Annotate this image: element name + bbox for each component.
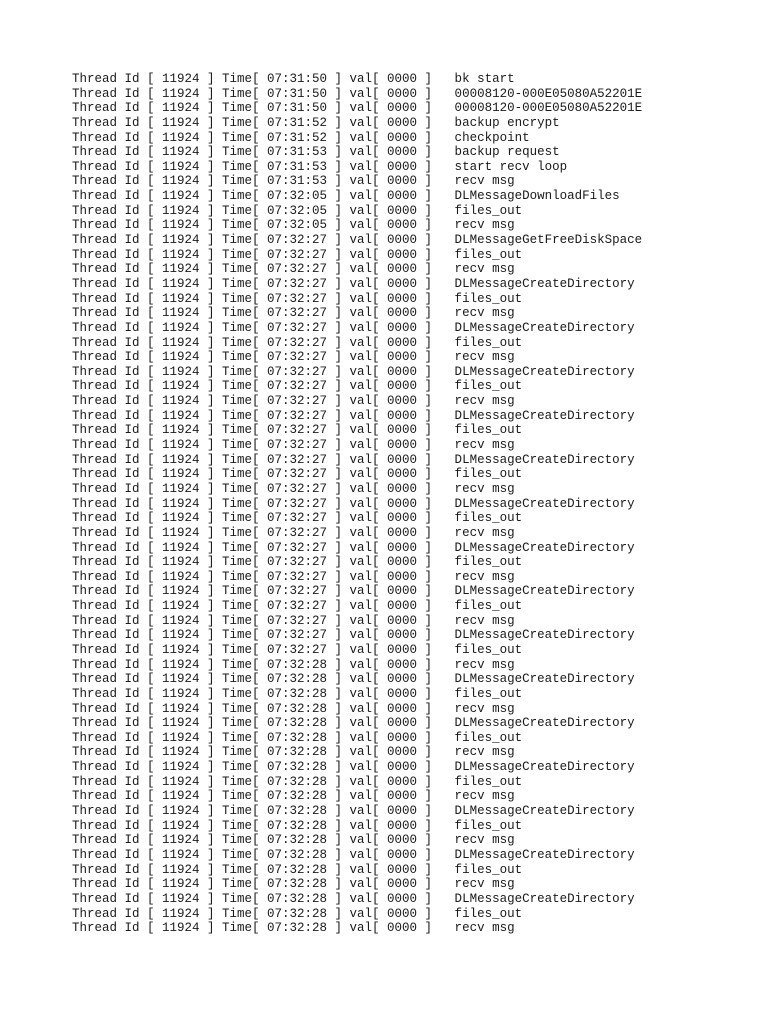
log-line: Thread Id [ 11924 ] Time[ 07:31:53 ] val[ 0000 ] start recv loop (72, 159, 568, 174)
log-line: Thread Id [ 11924 ] Time[ 07:32:27 ] val[ 0000 ] files_out (72, 423, 523, 438)
log-line: Thread Id [ 11924 ] Time[ 07:32:27 ] val[ 0000 ] DLMessageCreateDirectory (72, 540, 635, 555)
log-line: Thread Id [ 11924 ] Time[ 07:32:28 ] val[ 0000 ] DLMessageCreateDirectory (72, 716, 635, 731)
log-line: Thread Id [ 11924 ] Time[ 07:32:28 ] val[ 0000 ] recv msg (72, 657, 515, 672)
log-line: Thread Id [ 11924 ] Time[ 07:32:28 ] val[ 0000 ] DLMessageCreateDirectory (72, 672, 635, 687)
log-line: Thread Id [ 11924 ] Time[ 07:32:05 ] val[ 0000 ] files_out (72, 203, 523, 218)
log-line: Thread Id [ 11924 ] Time[ 07:32:27 ] val[ 0000 ] DLMessageGetFreeDiskSpace (72, 233, 643, 248)
log-line: Thread Id [ 11924 ] Time[ 07:32:28 ] val[ 0000 ] recv msg (72, 789, 515, 804)
log-line: Thread Id [ 11924 ] Time[ 07:32:05 ] val[ 0000 ] DLMessageDownloadFiles (72, 189, 620, 204)
log-line: Thread Id [ 11924 ] Time[ 07:32:27 ] val[ 0000 ] files_out (72, 642, 523, 657)
log-line: Thread Id [ 11924 ] Time[ 07:32:27 ] val[ 0000 ] DLMessageCreateDirectory (72, 276, 635, 291)
log-line: Thread Id [ 11924 ] Time[ 07:32:28 ] val[ 0000 ] files_out (72, 686, 523, 701)
log-line: Thread Id [ 11924 ] Time[ 07:31:53 ] val[ 0000 ] backup request (72, 145, 560, 160)
log-line: Thread Id [ 11924 ] Time[ 07:32:28 ] val[ 0000 ] recv msg (72, 745, 515, 760)
log-line: Thread Id [ 11924 ] Time[ 07:32:27 ] val[ 0000 ] recv msg (72, 481, 515, 496)
log-line: Thread Id [ 11924 ] Time[ 07:32:27 ] val[ 0000 ] DLMessageCreateDirectory (72, 496, 635, 511)
log-line: Thread Id [ 11924 ] Time[ 07:32:27 ] val[ 0000 ] recv msg (72, 350, 515, 365)
log-line: Thread Id [ 11924 ] Time[ 07:32:05 ] val[ 0000 ] recv msg (72, 218, 515, 233)
log-line: Thread Id [ 11924 ] Time[ 07:32:28 ] val[ 0000 ] DLMessageCreateDirectory (72, 847, 635, 862)
log-line: Thread Id [ 11924 ] Time[ 07:32:27 ] val[ 0000 ] DLMessageCreateDirectory (72, 584, 635, 599)
log-line: Thread Id [ 11924 ] Time[ 07:31:50 ] val[ 0000 ] 00008120-000E05080A52201E (72, 86, 643, 101)
log-line: Thread Id [ 11924 ] Time[ 07:32:28 ] val[ 0000 ] files_out (72, 862, 523, 877)
log-line: Thread Id [ 11924 ] Time[ 07:32:28 ] val[ 0000 ] DLMessageCreateDirectory (72, 804, 635, 819)
log-line: Thread Id [ 11924 ] Time[ 07:32:27 ] val[ 0000 ] files_out (72, 291, 523, 306)
log-line: Thread Id [ 11924 ] Time[ 07:32:27 ] val[ 0000 ] files_out (72, 599, 523, 614)
log-line: Thread Id [ 11924 ] Time[ 07:32:28 ] val[ 0000 ] DLMessageCreateDirectory (72, 891, 635, 906)
log-line: Thread Id [ 11924 ] Time[ 07:32:27 ] val[ 0000 ] DLMessageCreateDirectory (72, 452, 635, 467)
log-line: Thread Id [ 11924 ] Time[ 07:32:28 ] val[ 0000 ] files_out (72, 774, 523, 789)
log-line: Thread Id [ 11924 ] Time[ 07:32:27 ] val[ 0000 ] recv msg (72, 306, 515, 321)
log-line: Thread Id [ 11924 ] Time[ 07:32:27 ] val[ 0000 ] recv msg (72, 569, 515, 584)
log-line: Thread Id [ 11924 ] Time[ 07:32:27 ] val[ 0000 ] recv msg (72, 262, 515, 277)
log-line: Thread Id [ 11924 ] Time[ 07:32:27 ] val[ 0000 ] files_out (72, 379, 523, 394)
log-line: Thread Id [ 11924 ] Time[ 07:32:28 ] val[ 0000 ] recv msg (72, 833, 515, 848)
log-line: Thread Id [ 11924 ] Time[ 07:32:27 ] val[ 0000 ] recv msg (72, 438, 515, 453)
log-line: Thread Id [ 11924 ] Time[ 07:32:27 ] val[ 0000 ] recv msg (72, 525, 515, 540)
log-line: Thread Id [ 11924 ] Time[ 07:32:27 ] val[ 0000 ] files_out (72, 335, 523, 350)
log-line: Thread Id [ 11924 ] Time[ 07:31:52 ] val[ 0000 ] backup encrypt (72, 115, 560, 130)
log-text-block (72, 72, 642, 936)
log-line: Thread Id [ 11924 ] Time[ 07:31:53 ] val[ 0000 ] recv msg (72, 174, 515, 189)
log-line: Thread Id [ 11924 ] Time[ 07:32:27 ] val[ 0000 ] files_out (72, 247, 523, 262)
log-line: Thread Id [ 11924 ] Time[ 07:32:28 ] val[ 0000 ] recv msg (72, 921, 515, 936)
log-line: Thread Id [ 11924 ] Time[ 07:31:52 ] val[ 0000 ] checkpoint (72, 130, 530, 145)
log-line: Thread Id [ 11924 ] Time[ 07:32:28 ] val[ 0000 ] files_out (72, 906, 523, 921)
log-line: Thread Id [ 11924 ] Time[ 07:32:27 ] val[ 0000 ] files_out (72, 511, 523, 526)
log-line: Thread Id [ 11924 ] Time[ 07:32:27 ] val[ 0000 ] DLMessageCreateDirectory (72, 364, 635, 379)
log-line: Thread Id [ 11924 ] Time[ 07:32:28 ] val[ 0000 ] files_out (72, 818, 523, 833)
log-line: Thread Id [ 11924 ] Time[ 07:32:28 ] val[ 0000 ] recv msg (72, 877, 515, 892)
log-line: Thread Id [ 11924 ] Time[ 07:32:27 ] val[ 0000 ] files_out (72, 555, 523, 570)
log-line: Thread Id [ 11924 ] Time[ 07:31:50 ] val[ 0000 ] bk start (72, 72, 515, 86)
log-line: Thread Id [ 11924 ] Time[ 07:31:50 ] val[ 0000 ] 00008120-000E05080A52201E (72, 101, 643, 116)
log-line: Thread Id [ 11924 ] Time[ 07:32:27 ] val[ 0000 ] DLMessageCreateDirectory (72, 628, 635, 643)
log-line: Thread Id [ 11924 ] Time[ 07:32:27 ] val[ 0000 ] files_out (72, 467, 523, 482)
log-line: Thread Id [ 11924 ] Time[ 07:32:27 ] val[ 0000 ] DLMessageCreateDirectory (72, 408, 635, 423)
log-line: Thread Id [ 11924 ] Time[ 07:32:27 ] val[ 0000 ] DLMessageCreateDirectory (72, 320, 635, 335)
log-line: Thread Id [ 11924 ] Time[ 07:32:28 ] val[ 0000 ] files_out (72, 730, 523, 745)
log-line: Thread Id [ 11924 ] Time[ 07:32:27 ] val[ 0000 ] recv msg (72, 394, 515, 409)
log-line: Thread Id [ 11924 ] Time[ 07:32:28 ] val[ 0000 ] recv msg (72, 701, 515, 716)
log-line: Thread Id [ 11924 ] Time[ 07:32:28 ] val[ 0000 ] DLMessageCreateDirectory (72, 760, 635, 775)
log-line: Thread Id [ 11924 ] Time[ 07:32:27 ] val[ 0000 ] recv msg (72, 613, 515, 628)
